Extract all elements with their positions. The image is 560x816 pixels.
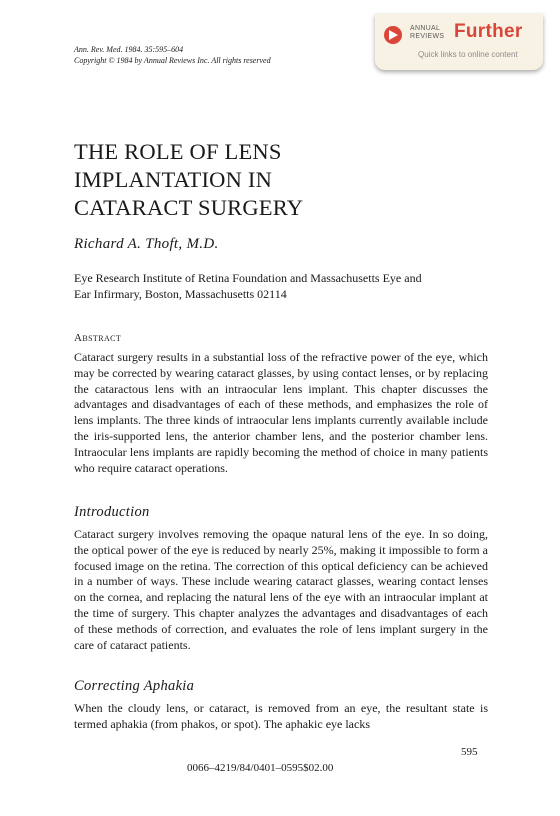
play-arrow-icon: [384, 26, 402, 44]
abstract-heading: Abstract: [74, 332, 122, 344]
copyright-line: Copyright © 1984 by Annual Reviews Inc. All rights reserved: [74, 56, 271, 65]
article-title: [74, 138, 494, 222]
title-line: CATARACT SURGERY: [74, 195, 304, 220]
further-badge[interactable]: [375, 14, 543, 70]
abstract-text: Cataract surgery results in a substantial loss of the refractive power of the eye, which may be corrected by wearing cataract glasses, by using contact lenses, or by replacing the cataractous lens with an intraocular lens implant. This chapter discusses the advantages and disadvantages of each of these methods, and emphasizes the role of lens implants. The three kinds of intraocular lens implants currently available include the iris-supported lens, the anterior chamber lens, and the posterior chamber lens. Intraocular lens implants are rapidly becoming the method of choice in many patients who require cataract operations.: [74, 350, 488, 475]
correcting-aphakia-heading: Correcting Aphakia: [74, 678, 195, 694]
journal-header: [74, 44, 374, 66]
introduction-text: Cataract surgery involves removing the opaque natural lens of the eye. In so doing, the optical power of the eye is reduced by nearly 25%, making it impossible to form a focused image on the retina. The correction of this optical deficiency can be achieved in a number of ways. These include wearing cataract glasses, wearing contact lenses on the cornea, and replacing the natural lens of the eye with an intraocular implant at the time of surgery. This chapter analyzes the advantages and disadvantages of each of these methods of correction, and evaluates the role of lens implant surgery in the care of cataract patients.: [74, 527, 488, 652]
annual-reviews-wordmark: ANNUAL REVIEWS: [410, 25, 445, 40]
author-name: Richard A. Thoft, M.D.: [74, 236, 219, 252]
further-subtitle: Quick links to online content: [418, 50, 518, 59]
aphakia-text: When the cloudy lens, or cataract, is removed from an eye, the resultant state is termed aphakia (from phakos, or spot). The aphakic eye lacks: [74, 701, 488, 731]
journal-citation: Ann. Rev. Med. 1984. 35:595–604: [74, 45, 184, 54]
further-label: Further: [454, 21, 523, 42]
title-line: THE ROLE OF LENS: [74, 139, 282, 164]
title-line: IMPLANTATION IN: [74, 167, 273, 192]
page-number: 595: [461, 746, 478, 758]
introduction-heading: Introduction: [74, 504, 150, 520]
author-affiliation: Eye Research Institute of Retina Foundation and Massachusetts Eye and Ear Infirmary, Boston, Massachusetts 02114: [74, 271, 422, 301]
article-code: 0066–4219/84/0401–0595$02.00: [187, 762, 334, 774]
